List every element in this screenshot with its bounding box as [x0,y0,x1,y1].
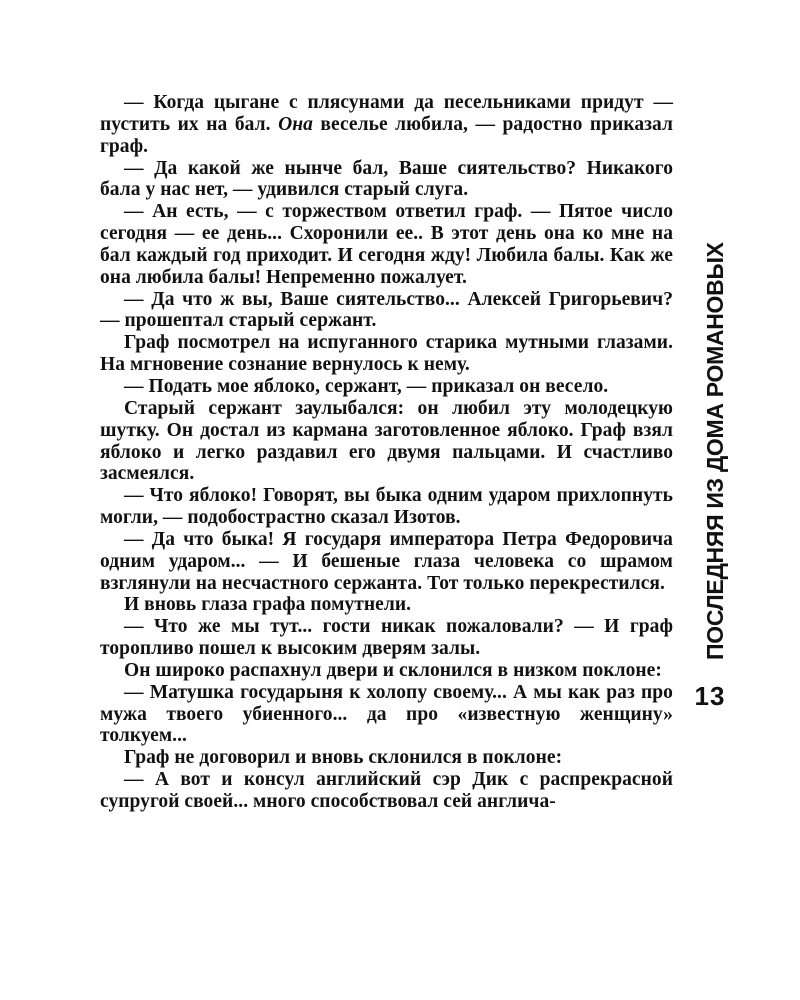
paragraph: — Что же мы тут... гости никак пожаловали? — И граф торопливо пошел к высоким дверям залы. [100,616,673,660]
paragraph: Старый сержант заулыбался: он любил эту молодецкую шутку. Он достал из кармана заготовленное яблоко. Граф взял яблоко и легко раздавил его двумя пальцами. И счастливо засмеялся. [100,397,673,485]
paragraph: Граф не договорил и вновь склонился в поклоне: [124,747,563,769]
running-head: ПОСЛЕДНЯЯ ИЗ ДОМА РОМАНОВЫХ [702,242,728,660]
paragraph: — Подать мое яблоко, сержант, — приказал он весело. [124,375,609,397]
body-text [100,92,673,813]
paragraph: И вновь глаза графа помутнели. [124,594,412,616]
page-number: 13 [694,681,726,711]
paragraph: — А вот и консул английский сэр Дик с распрекрасной супругой своей... много способствовал сей англича- [100,769,673,812]
paragraph: — Что яблоко! Говорят, вы быка одним ударом прихлопнуть могли, — подобострастно сказал Изотов. [100,485,673,529]
paragraph: — Да какой же нынче бал, Ваше сиятельство? Никакого бала у нас нет, — удивился старый слуга. [100,157,673,201]
paragraph: Граф посмотрел на испуганного старика мутными глазами. На мгновение сознание вернулось к нему. [100,332,673,376]
paragraph: — Да что быка! Я государя императора Петра Федоровича одним ударом... — И бешеные глаза человека со шрамом взглянули на несчастного сержанта. Тот только перекрестился. [100,528,673,594]
paragraph: — Когда цыгане с плясунами да песельниками придут — пустить их на бал. Она веселье любила, — радостно приказал граф. [100,92,673,157]
emphasis: Она [278,113,313,135]
paragraph: Он широко распахнул двери и склонился в низком поклоне: [124,659,662,681]
paragraph: — Да что ж вы, Ваше сиятельство... Алексей Григорьевич? — прошептал старый сержант. [100,288,673,332]
paragraph: — Матушка государыня к холопу своему... А мы как раз про мужа твоего убиенного... да про «известную женщину» толкуем... [100,681,673,747]
paragraph: — Ан есть, — с торжеством ответил граф. — Пятое число сегодня — ее день... Схоронили ее.. В этот день она ко мне на бал каждый год приходит. И сегодня жду! Любила балы. Как же она любила балы! Непременно пожалует. [100,201,673,288]
